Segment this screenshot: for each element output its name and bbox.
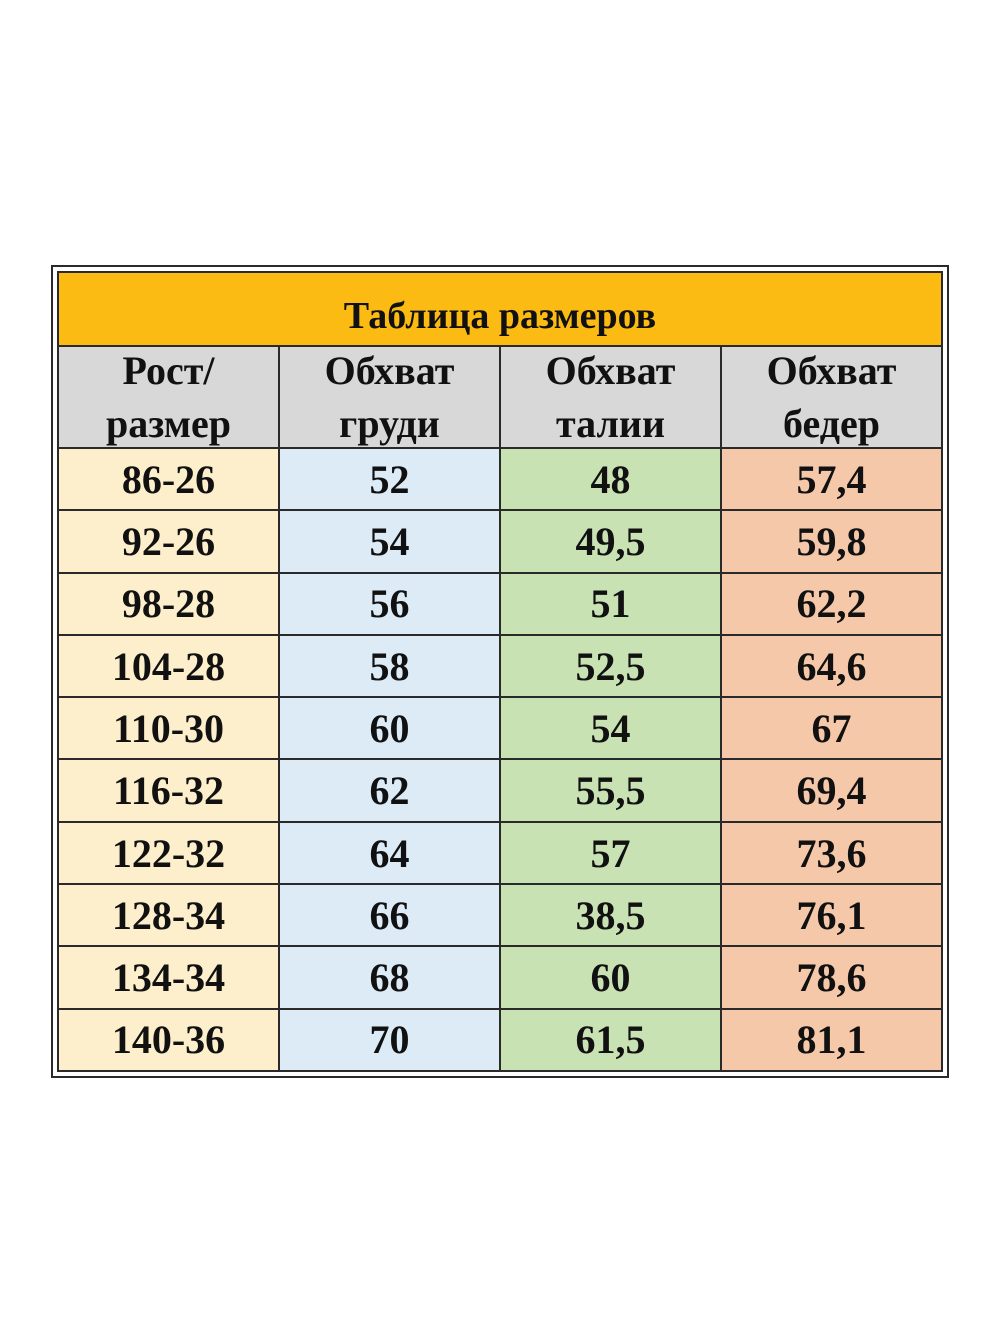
header-height-size: Рост/ размер <box>59 347 280 449</box>
table-row-cell-waist: 49,5 <box>501 511 722 573</box>
table-row-cell-chest: 54 <box>280 511 501 573</box>
table-row-cell-size: 140-36 <box>59 1010 280 1072</box>
table-row-cell-size: 86-26 <box>59 449 280 511</box>
table-row-cell-size: 116-32 <box>59 760 280 822</box>
table-row-cell-chest: 62 <box>280 760 501 822</box>
table-row-cell-chest: 56 <box>280 574 501 636</box>
table-row-cell-chest: 60 <box>280 698 501 760</box>
table-row-cell-waist: 60 <box>501 947 722 1009</box>
table-row-cell-chest: 68 <box>280 947 501 1009</box>
table-row-cell-hips: 81,1 <box>722 1010 943 1072</box>
header-waist: Обхват талии <box>501 347 722 449</box>
table-row-cell-chest: 58 <box>280 636 501 698</box>
table-row-cell-hips: 57,4 <box>722 449 943 511</box>
table-row-cell-waist: 52,5 <box>501 636 722 698</box>
header-hips: Обхват бедер <box>722 347 943 449</box>
table-row-cell-waist: 61,5 <box>501 1010 722 1072</box>
table-row-cell-size: 122-32 <box>59 823 280 885</box>
table-row-cell-hips: 59,8 <box>722 511 943 573</box>
table-row-cell-hips: 76,1 <box>722 885 943 947</box>
table-row-cell-waist: 55,5 <box>501 760 722 822</box>
table-row-cell-chest: 52 <box>280 449 501 511</box>
table-row-cell-hips: 64,6 <box>722 636 943 698</box>
table-row-cell-chest: 66 <box>280 885 501 947</box>
table-row-cell-size: 134-34 <box>59 947 280 1009</box>
table-row-cell-chest: 64 <box>280 823 501 885</box>
table-row-cell-waist: 57 <box>501 823 722 885</box>
table-row-cell-waist: 54 <box>501 698 722 760</box>
table-row-cell-size: 110-30 <box>59 698 280 760</box>
size-table <box>57 271 943 1072</box>
table-row-cell-hips: 62,2 <box>722 574 943 636</box>
header-chest: Обхват груди <box>280 347 501 449</box>
table-row-cell-size: 104-28 <box>59 636 280 698</box>
table-row-cell-waist: 38,5 <box>501 885 722 947</box>
table-row-cell-size: 128-34 <box>59 885 280 947</box>
table-row-cell-size: 92-26 <box>59 511 280 573</box>
table-row-cell-hips: 78,6 <box>722 947 943 1009</box>
table-title: Таблица размеров <box>59 273 943 347</box>
table-row-cell-chest: 70 <box>280 1010 501 1072</box>
table-row-cell-hips: 67 <box>722 698 943 760</box>
table-row-cell-waist: 48 <box>501 449 722 511</box>
table-row-cell-waist: 51 <box>501 574 722 636</box>
table-row-cell-hips: 73,6 <box>722 823 943 885</box>
table-row-cell-size: 98-28 <box>59 574 280 636</box>
size-table-frame <box>51 265 949 1078</box>
table-row-cell-hips: 69,4 <box>722 760 943 822</box>
